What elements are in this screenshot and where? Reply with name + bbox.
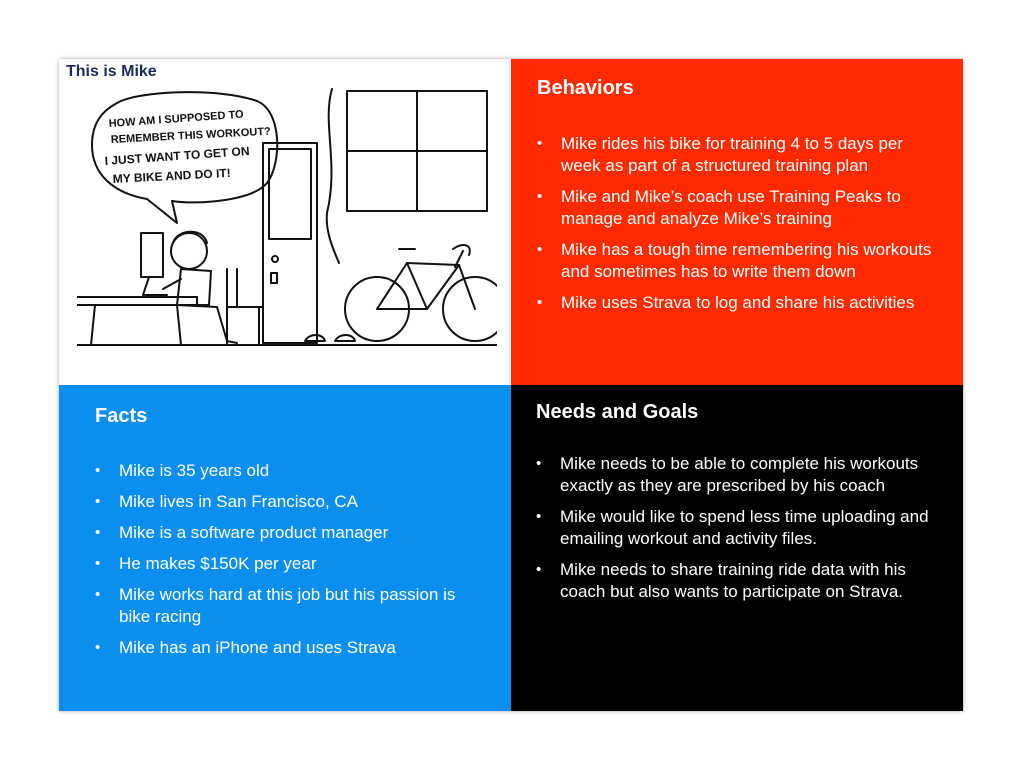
list-item: • He makes $150K per year bbox=[95, 553, 490, 575]
speech-line-1: HOW AM I SUPPOSED TO bbox=[108, 108, 244, 130]
list-item: • Mike uses Strava to log and share his activities bbox=[537, 292, 942, 314]
persona-image-panel bbox=[59, 59, 511, 385]
behaviors-title: Behaviors bbox=[537, 77, 634, 99]
behaviors-panel bbox=[511, 59, 963, 385]
list-item: • Mike needs to share training ride data with his coach but also wants to participate on Strava. bbox=[536, 559, 936, 603]
speech-line-4: MY BIKE AND DO IT! bbox=[112, 165, 232, 186]
needs-goals-panel bbox=[511, 385, 963, 711]
list-item: • Mike works hard at this job but his passion is bike racing bbox=[95, 584, 490, 628]
list-item: • Mike has an iPhone and uses Strava bbox=[95, 637, 490, 659]
facts-title: Facts bbox=[95, 405, 148, 427]
list-item: • Mike needs to be able to complete his workouts exactly as they are prescribed by his coach bbox=[536, 453, 936, 497]
list-item: • Mike and Mike’s coach use Training Peaks to manage and analyze Mike’s training bbox=[537, 186, 942, 230]
facts-panel bbox=[59, 385, 511, 711]
list-item: • Mike is 35 years old bbox=[95, 460, 490, 482]
speech-line-3: I JUST WANT TO GET ON bbox=[104, 143, 250, 168]
list-item: • Mike has a tough time remembering his workouts and sometimes has to write them down bbox=[537, 239, 942, 283]
needs-goals-title: Needs and Goals bbox=[536, 401, 699, 423]
mike-cartoon-illustration bbox=[77, 83, 497, 365]
persona-slide bbox=[59, 59, 963, 711]
image-title: This is Mike bbox=[66, 63, 157, 80]
speech-line-2: REMEMBER THIS WORKOUT? bbox=[110, 125, 272, 146]
list-item: • Mike rides his bike for training 4 to 5 days per week as part of a structured training plan bbox=[537, 133, 942, 177]
list-item: • Mike lives in San Francisco, CA bbox=[95, 491, 490, 513]
needs-goals-list bbox=[536, 453, 936, 612]
behaviors-list bbox=[537, 133, 942, 323]
facts-list bbox=[95, 460, 490, 668]
list-item: • Mike would like to spend less time uploading and emailing workout and activity files. bbox=[536, 506, 936, 550]
list-item: • Mike is a software product manager bbox=[95, 522, 490, 544]
